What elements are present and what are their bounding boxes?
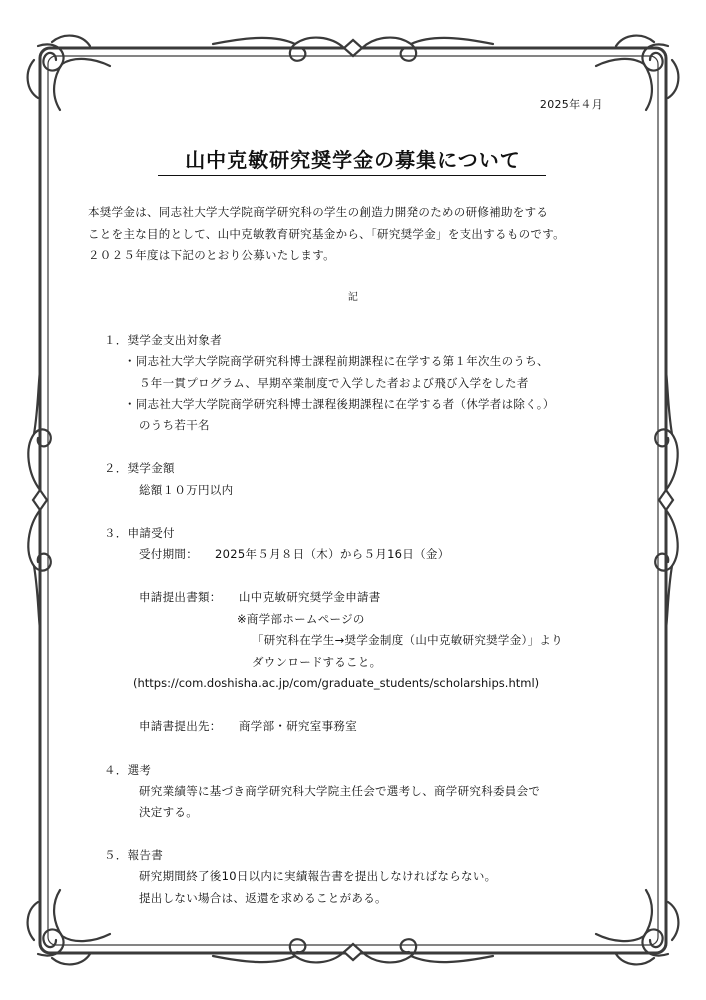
docs-note-2: 「研究科在学生→奨学金制度（山中克敏研究奨学金）」より xyxy=(252,633,563,647)
period-label: 受付期間： xyxy=(139,547,198,561)
title-underline xyxy=(158,175,546,176)
intro-line-1: 本奨学金は、同志社大学大学院商学研究科の学生の創造力開発のための研修補助をする xyxy=(88,205,549,219)
section-2-amount: 総額１０万円以内 xyxy=(139,483,234,497)
section-3-heading: ３．申請受付 xyxy=(104,526,175,540)
intro-line-2: ことを主な目的として、山中克敏教育研究基金から、「研究奨学金」を支出するものです。 xyxy=(88,227,565,241)
issue-date: 2025年４月 xyxy=(539,98,603,111)
docs-note-3: ダウンロードすること。 xyxy=(252,655,382,669)
submit-label: 申請書提出先： xyxy=(139,719,222,733)
section-1-line-1: ・同志社大学大学院商学研究科博士課程前期課程に在学する第１年次生のうち、 xyxy=(124,354,549,368)
submit-value: 商学部・研究室事務室 xyxy=(239,719,357,733)
section-5-line-1: 研究期間終了後10日以内に実績報告書を提出しなければならない。 xyxy=(139,869,497,883)
section-1-heading: １．奨学金支出対象者 xyxy=(104,333,222,347)
download-url[interactable]: (https://com.doshisha.ac.jp/com/graduate_students/scholarships.html) xyxy=(133,676,540,690)
section-1-line-2: ５年一貫プログラム、早期卒業制度で入学した者および飛び入学をした者 xyxy=(139,376,529,390)
section-1-line-3: ・同志社大学大学院商学研究科博士課程後期課程に在学する者（休学者は除く。） xyxy=(124,397,555,411)
section-4-heading: ４．選考 xyxy=(104,763,152,777)
section-1-line-4: のうち若干名 xyxy=(139,418,210,432)
section-4-line-2: 決定する。 xyxy=(139,805,198,819)
section-5-line-2: 提出しない場合は、返還を求めることがある。 xyxy=(139,891,387,905)
intro-line-3: ２０２５年度は下記のとおり公募いたします。 xyxy=(88,248,335,262)
docs-note-1: ※商学部ホームページの xyxy=(237,612,365,626)
section-4-line-1: 研究業績等に基づき商学研究科大学院主任会で選考し、商学研究科委員会で xyxy=(139,784,541,798)
ki-heading: 記 xyxy=(347,292,359,303)
docs-value: 山中克敏研究奨学金申請書 xyxy=(239,590,381,604)
section-2-heading: ２．奨学金額 xyxy=(104,461,175,475)
section-5-heading: ５．報告書 xyxy=(104,848,163,862)
page-title: 山中克敏研究奨学金の募集について xyxy=(185,148,521,172)
docs-label: 申請提出書類： xyxy=(139,590,222,604)
period-value: 2025年５月８日（木）から５月16日（金） xyxy=(215,547,450,561)
